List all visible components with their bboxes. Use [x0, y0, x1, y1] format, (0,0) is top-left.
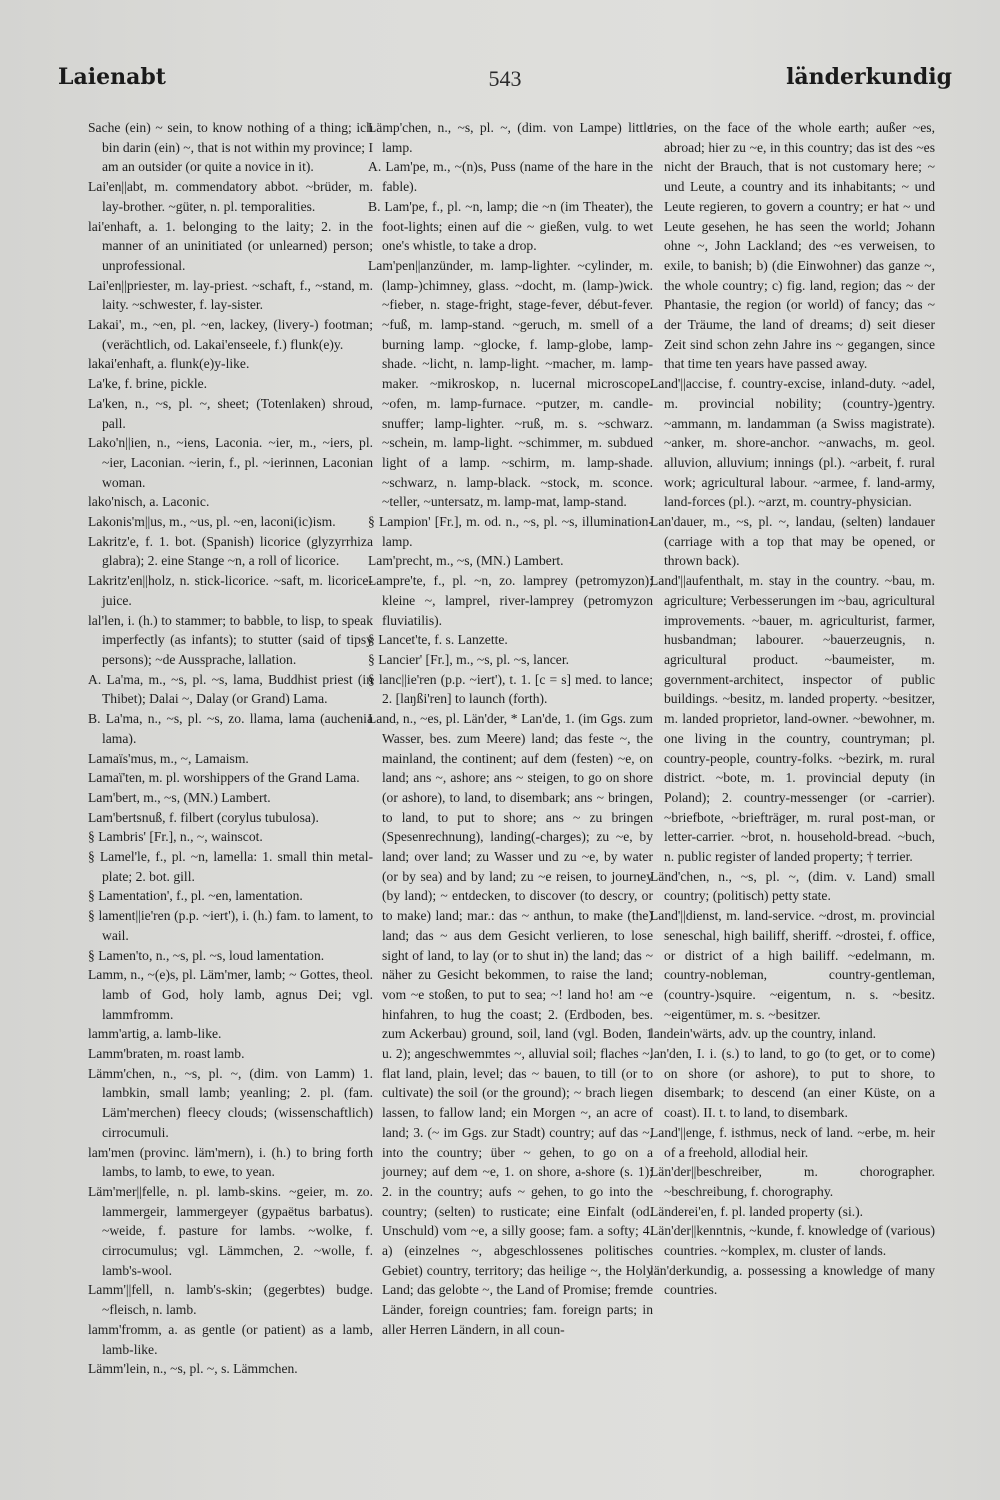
dictionary-entry: lai'enhaft, a. 1. belonging to the laity; 2. in the manner of an uninitiated (or unlearned) person; unprofessional.	[88, 218, 373, 273]
dictionary-entry: Land'||aufenthalt, m. stay in the country. ~bau, m. agriculture; Verbesserungen im ~bau, agricultural improvements. ~bauer, m. agriculturist, farmer, husbandman; labourer. ~bauerzeugnis, n. agricultural product. ~baumeister, m. government-architect, inspector of public buildings. ~besitz, m. landed property. ~besitzer, m. landed proprietor, land-owner. ~bewohner, m. one living in the country, countryman; pl. country-people, country-folks. ~bezirk, m. rural district. ~bote, m. 1. provincial deputy (in Poland); 2. country-messenger (or -carrier). ~briefbote, ~briefträger, m. rural post-man, or letter-carrier. ~brot, n. household-bread. ~buch, n. public register of landed property; † terrier.	[650, 573, 935, 865]
dictionary-entry: Länderei'en, f. pl. landed property (si.).	[650, 1203, 864, 1219]
dictionary-entry: lakai'enhaft, a. flunk(e)y-like.	[88, 356, 250, 372]
dictionary-entry: Lamm'braten, m. roast lamb.	[88, 1046, 245, 1062]
dictionary-entry: § Lamentation', f., pl. ~en, lamentation.	[88, 888, 303, 904]
dictionary-entry: Lai'en||abt, m. commendatory abbot. ~brüder, m. lay-brother. ~güter, n. pl. temporalities.	[88, 179, 373, 214]
dictionary-entry: Lamm'||fell, n. lamb's-skin; (gegerbtes) budge. ~fleisch, n. lamb.	[88, 1282, 373, 1318]
dictionary-entry: Lamaïs'mus, m., ~, Lamaism.	[88, 750, 249, 766]
column-1	[88, 118, 373, 1463]
dictionary-entry: B. Lam'pe, f., pl. ~n, lamp; die ~n (im Theater), the foot-lights; einen auf die ~ gießen, vulg. to wet one's whistle, to take a drop.	[368, 198, 653, 254]
dictionary-entry: lan'den, I. i. (s.) to land, to go (to get, or to come) on shore (or ashore), to put to shore, to disembark; to descend (an einer Küste, on a coast). II. t. to land, to disembark.	[650, 1046, 935, 1121]
dictionary-entry: Lamm, n., ~(e)s, pl. Läm'mer, lamb; ~ Gottes, theol. lamb of God, holy lamb, agnus Dei; vgl. lammfromm.	[88, 967, 373, 1022]
dictionary-entry: Lampre'te, f., pl. ~n, zo. lamprey (petromyzon); kleine ~, lamprel, river-lamprey (petromyzon fluviatilis).	[368, 573, 653, 628]
dictionary-entry: Länd'chen, n., ~s, pl. ~, (dim. v. Land) small country; (politisch) petty state.	[650, 868, 935, 904]
dictionary-entry: Lämp'chen, n., ~s, pl. ~, (dim. von Lampe) little lamp.	[368, 120, 653, 155]
running-head-left: Laienabt	[58, 64, 166, 90]
dictionary-entry: län'derkundig, a. possessing a knowledge of many countries.	[650, 1262, 935, 1298]
page-number: 543	[488, 66, 522, 91]
dictionary-entry: Land'||dienst, m. land-service. ~drost, m. provincial seneschal, high bailiff, sheriff. ~drostei, f. office, or district of a high bailiff. ~edelmann, m. country-nobleman, country-gentleman, (country-)squire. ~eigentum, n. s. ~besitz. ~eigentümer, m. s. ~besitzer.	[650, 908, 935, 1022]
dictionary-entry: Lakritz'e, f. 1. bot. (Spanish) licorice (glyzyrrhiza glabra); 2. eine Stange ~n, a roll of licorice.	[88, 533, 373, 569]
dictionary-entry: Läm'mer||felle, n. pl. lamb-skins. ~geier, m. zo. lammergeir, lammergeyer (gypaëtus barbatus). ~weide, f. pasture for lambs. ~wolke, f. cirrocumulus; vgl. Lämmchen, 2. ~wolle, f. lamb's-wool.	[88, 1183, 373, 1278]
dictionary-entry: § lanc||ie'ren (p.p. ~iert'), t. 1. [c = s] med. to lance; 2. [laŋßi'ren] to launch (forth).	[368, 671, 653, 707]
dictionary-entry: Lakritz'en||holz, n. stick-licorice. ~saft, m. licorice-juice.	[88, 573, 373, 608]
dictionary-entry: Lam'bert, m., ~s, (MN.) Lambert.	[88, 789, 271, 805]
dictionary-entry: Lai'en||priester, m. lay-priest. ~schaft, f., ~stand, m. laity. ~schwester, f. lay-sister.	[88, 277, 373, 313]
dictionary-entry: lamm'artig, a. lamb-like.	[88, 1026, 222, 1042]
dictionary-entry: Land'||enge, f. isthmus, neck of land. ~erbe, m. heir of a freehold, allodial heir.	[650, 1124, 935, 1160]
dictionary-entry: La'ken, n., ~s, pl. ~, sheet; (Totenlaken) shroud, pall.	[88, 395, 373, 431]
running-head	[58, 64, 952, 96]
dictionary-entry: Lamaï'ten, m. pl. worshippers of the Grand Lama.	[88, 770, 360, 786]
dictionary-entry: Lako'n||ien, n., ~iens, Laconia. ~ier, m., ~iers, pl. ~ier, Laconian. ~ierin, f., pl. ~ierinnen, Laconian woman.	[88, 435, 373, 490]
dictionary-entry: landein'wärts, adv. up the country, inland.	[650, 1026, 877, 1042]
dictionary-entry: Lam'bertsnuß, f. filbert (corylus tubulosa).	[88, 809, 319, 825]
dictionary-entry: Land, n., ~es, pl. Län'der, * Lan'de, 1. (im Ggs. zum Wasser, bes. zum Meere) land; das feste ~, the mainland, the continent; auf dem (festen) ~e, on land; ans ~, ashore; ans ~ steigen, to go on shore (or ashore), to land, to disembark; ans ~ bringen, to land, to put to shore; ans ~ zu bringen (Spesenrechnung), landing(-charges); zu ~e, by land; over land; zu Wasser und zu ~e, by water (or by sea) and by land; zu ~e reisen, to journey (by land); ~ entdecken, to discover (to descry, or to make) land; mar.: das ~ anthun, to make (the) land; das ~ aus dem Gesicht verlieren, to lose sight of land, to lay (or to shut in) the land; das ~ näher zu Gesicht bekommen, to raise the land; vom ~e stoßen, to put to sea; ~! land ho! am ~e hinfahren, to hug the coast; 2. (Erdboden, bes. zum Ackerbau) ground, soil, land (vgl. Boden, 1 u. 2); angeschwemmtes ~, alluvial soil; flaches ~, flat land, plain, level; das ~ bauen, to till (or to cultivate) the soil (or the ground); ~ brach liegen lassen, to fallow land; ein Morgen ~, an acre of land; 3. (~ im Ggs. zur Stadt) country; auf das ~, into the country; über ~ gehen, to go on a journey; auf dem ~e, 1. on shore, a-shore (s. 1); 2. in the country; aufs ~ gehen, to go into the country; (selten) to rusticate; eine Einfalt (od. Unschuld) vom ~e, a silly goose; fam. a softy; 4. a) (einzelnes ~, abgeschlossenes politisches Gebiet) country, territory; das heilige ~, the Holy Land; das gelobte ~, the Land of Promise; fremde Länder, foreign countries; fam. foreign parts; in aller Herren Ländern, in all coun-	[368, 711, 653, 1337]
dictionary-entry: Lakai', m., ~en, pl. ~en, lackey, (livery-) footman; (verächtlich, od. Lakai'enseele, f.) flunk(e)y.	[88, 317, 373, 352]
column-2	[368, 118, 653, 1463]
dictionary-entry: lamm'fromm, a. as gentle (or patient) as a lamb, lamb-like.	[88, 1321, 373, 1357]
running-head-right: länderkundig	[786, 64, 952, 90]
dictionary-entry: § Lamel'le, f., pl. ~n, lamella: 1. small thin metal-plate; 2. bot. gill.	[88, 849, 373, 884]
dictionary-entry: Lam'pen||anzünder, m. lamp-lighter. ~cylinder, m. (lamp-)chimney, glass. ~docht, m. (lamp-)wick. ~fieber, n. stage-fright, stage-fever, début-fever. ~fuß, m. lamp-stand. ~geruch, m. smell of a burning lamp. ~glocke, f. lamp-globe, lamp-shade. ~licht, n. lamp-light. ~macher, m. lamp-maker. ~mikroskop, n. lucernal microscope. ~ofen, m. lamp-furnace. ~putzer, m. candle-snuffer; lamp-lighter. ~ruß, m. s. ~schwarz. ~schein, m. lamp-light. ~schimmer, m. subdued light of a lamp. ~schirm, m. lamp-shade. ~schwarz, n. lamp-black. ~stock, m. sconce. ~teller, ~untersatz, m. lamp-mat, lamp-stand.	[368, 257, 653, 510]
dictionary-entry: Lämm'lein, n., ~s, pl. ~, s. Lämmchen.	[88, 1361, 298, 1377]
dictionary-entry: Län'der||beschreiber, m. chorographer. ~beschreibung, f. chorography.	[650, 1164, 935, 1199]
dictionary-entry: lal'len, i. (h.) to stammer; to babble, to lisp, to speak imperfectly (as infants); to stutter (said of tipsy persons); ~de Aussprache, lallation.	[88, 612, 373, 667]
dictionary-entry: § lament||ie'ren (p.p. ~iert'), i. (h.) fam. to lament, to wail.	[88, 908, 373, 943]
dictionary-entry: § Lancier' [Fr.], m., ~s, pl. ~s, lancer.	[368, 651, 570, 667]
dictionary-entry: Lämm'chen, n., ~s, pl. ~, (dim. von Lamm) 1. lambkin, small lamb; yeanling; 2. pl. (fam. Läm'merchen) fleecy clouds; (wissenschaftlich) cirrocumuli.	[88, 1065, 373, 1140]
dictionary-entry: Lam'precht, m., ~s, (MN.) Lambert.	[368, 553, 564, 569]
dictionary-entry: lam'men (provinc. läm'mern), i. (h.) to bring forth lambs, to lamb, to ewe, to yean.	[88, 1144, 373, 1180]
dictionary-entry: A. La'ma, m., ~s, pl. ~s, lama, Buddhist priest (in Thibet); Dalai ~, Dalay (or Grand) Lama.	[88, 671, 373, 707]
dictionary-entry: § Lambris' [Fr.], n., ~, wainscot.	[88, 829, 263, 845]
dictionary-entry: Lan'dauer, m., ~s, pl. ~, landau, (selten) landauer (carriage with a top that may be opened, or thrown back).	[650, 514, 935, 569]
dictionary-entry: tries, on the face of the whole earth; außer ~es, abroad; hier zu ~e, in this country; das ist des ~es nicht der Brauch, that is not customary here; ~ und Leute, a country and its inhabitants; ~ und Leute regieren, to govern a country; er hat ~ und Leute gesehen, he has seen the world; Johann ohne ~, John Lackland; des ~es verweisen, to exile, to banish; b) (die Einwohner) das ganze ~, the whole country; c) fig. land, region; das ~ der Phantasie, the region (or world) of fancy; das ~ der Träume, the land of dreams; d) seit dieser Zeit sind schon zehn Jahre ins ~ gegangen, since that time ten years have passed away.	[650, 120, 935, 372]
column-3	[650, 118, 935, 1463]
dictionary-entry: B. La'ma, n., ~s, pl. ~s, zo. llama, lama (auchenia lama).	[88, 711, 373, 746]
dictionary-entry: § Lampion' [Fr.], m. od. n., ~s, pl. ~s, illumination-lamp.	[368, 514, 653, 549]
dictionary-entry: Land'||accise, f. country-excise, inland-duty. ~adel, m. provincial nobility; (country-)gentry. ~ammann, m. landamman (a Swiss magistrate). ~anker, m. shore-anchor. ~anwachs, m. geol. alluvion, alluvium; innings (pl.). ~arbeit, f. rural work; agricultural labour. ~armee, f. land-army, land-forces (pl.). ~arzt, m. country-physician.	[650, 376, 935, 510]
dictionary-entry: Lakonis'm||us, m., ~us, pl. ~en, laconi(ic)ism.	[88, 514, 336, 530]
dictionary-entry: Sache (ein) ~ sein, to know nothing of a thing; ich bin darin (ein) ~, that is not within my province; I am an outsider (or quite a novice in it).	[88, 120, 373, 175]
dictionary-entry: § Lamen'to, n., ~s, pl. ~s, loud lamentation.	[88, 947, 325, 963]
dictionary-entry: La'ke, f. brine, pickle.	[88, 376, 208, 392]
dictionary-entry: Län'der||kenntnis, ~kunde, f. knowledge of (various) countries. ~komplex, m. cluster of lands.	[650, 1223, 935, 1259]
dictionary-entry: § Lancet'te, f. s. Lanzette.	[368, 632, 508, 648]
dictionary-entry: A. Lam'pe, m., ~(n)s, Puss (name of the hare in the fable).	[368, 159, 653, 195]
dictionary-entry: lako'nisch, a. Laconic.	[88, 494, 210, 510]
